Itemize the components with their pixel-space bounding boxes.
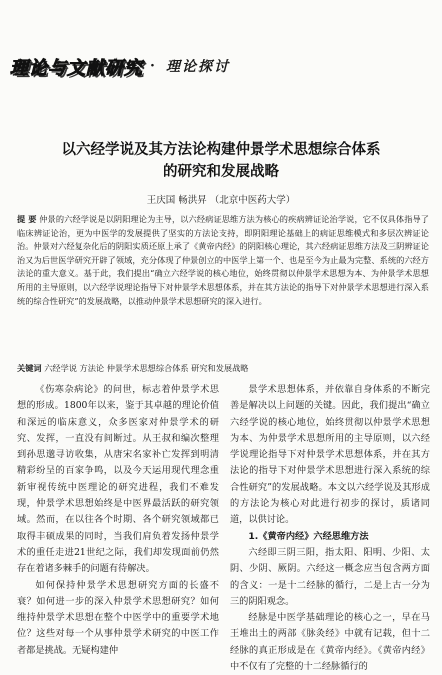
body-paragraph: 六经即三阴三阳，指太阳、阳明、少阳、太阴、少阴、厥阴。六经这一概念应当包含两方面的含义：一是十二经脉的循行，二是上古一分为三的阴阳观念。 bbox=[230, 546, 430, 607]
body-paragraph: 经脉是中医学基础理论的核心之一，早在马王堆出土的两部《脉灸经》中就有记载，但十二经脉的真正形成是在《黄帝内经》。《黄帝内经》中不仅有了完整的十二经脉循行的 bbox=[230, 612, 430, 673]
article-title-line-2: 的研究和发展战略 bbox=[163, 164, 279, 180]
body-right-column bbox=[230, 382, 430, 675]
section-heading: 1.《黄帝内经》六经思维方法 bbox=[248, 530, 369, 542]
abstract bbox=[17, 213, 429, 308]
body-paragraph: 《伤寒杂病论》的问世，标志着仲景学术思想的形成。1800年以来，鉴于其卓越的理论价值和深远的临床意义，众多医家对仲景学术的研究、发挥，一直没有间断过。从王叔和编次整理到孙思邈寻访收集，从唐宋名家补亡发挥到明清精彩纷呈的百家争鸣，以及今天运用现代理念重新审视传统中医理论的研究进程，我们不难发现，仲景学术思想始终是中医界最活跃的研究领域。然而，在以往各个时期、各个研究领域都已取得丰硕成果的同时，当我们肩负着发扬仲景学术的重任走进21世纪之际，我们却发现面前仍然存在着诸多棘手的问题有待解决。 bbox=[17, 384, 219, 575]
subsection-title: 理论探讨 bbox=[166, 59, 230, 75]
keywords-label: 关键词 bbox=[17, 363, 42, 373]
authors: 王庆国 畅洪昇 （北京中医药大学） bbox=[146, 195, 296, 206]
body-paragraph: 如何保持仲景学术思想研究方面的长盛不衰？如何进一步的深入仲景学术思想研究？如何维持仲景学术思想在整个中医学中的重要学术地位？这些对每一个从事仲景学术研究的中医工作者都是挑战。无疑构建仲 bbox=[17, 579, 219, 656]
body-left-column bbox=[17, 382, 219, 659]
journal-column-title: 理论与文献研究 bbox=[10, 58, 143, 79]
keywords bbox=[17, 363, 429, 374]
header-dot: · bbox=[150, 58, 155, 74]
body-paragraph: 景学术思想体系，并依靠自身体系的不断完善是解决以上问题的关键。因此，我们提出“确立六经学说的核心地位，始终贯彻以仲景学术思想为本、为仲景学术思想所用的主导原则，以六经学说理论指导下对仲景学术思想体系，并在其方法论的指导下对仲景学术思想进行深入系统的综合性研究”的发展战略。本文以六经学说及其形成的方法论为核心对此进行初步的探讨，质诸同道，以供讨论。 bbox=[230, 384, 430, 526]
abstract-text: 仲景的六经学说是以阴阳理论为主导，以六经病证思维方法为核心的疾病辨证论治学说，它不仅具体指导了临床辨证论治，更为中医学的发展提供了坚实的方法论支持，即阴阳理论基础上的病证思维模式和多层次辨证论治。仲景对六经复杂化后的阴阳实质还原上承了《黄帝内经》的阴阳核心理论，其六经病证思维方法及三阴辨证论治又为后世医学研究开辟了领域，充分体现了仲景创立的中医学上第一个、也是至今为止最为完整、系统的六经方法论的重大意义。基于此，我们提出“确立六经学说的核心地位，始终贯彻以仲景学术思想为本、为仲景学术思想所用的主导原则，以六经学说理论指导下对仲景学术思想体系，并在其方法论的指导下对仲景学术思想进行深入系统的综合性研究”的发展战略，以推动仲景学术思想研究的深入进行。 bbox=[17, 214, 429, 306]
keywords-text: 六经学说 方法论 仲景学术思想综合体系 研究和发展战略 bbox=[44, 363, 249, 373]
article-title-line-1: 以六经学说及其方法论构建仲景学术思想综合体系 bbox=[61, 142, 381, 158]
abstract-label: 提 要 bbox=[17, 214, 37, 224]
section-header bbox=[10, 54, 440, 80]
